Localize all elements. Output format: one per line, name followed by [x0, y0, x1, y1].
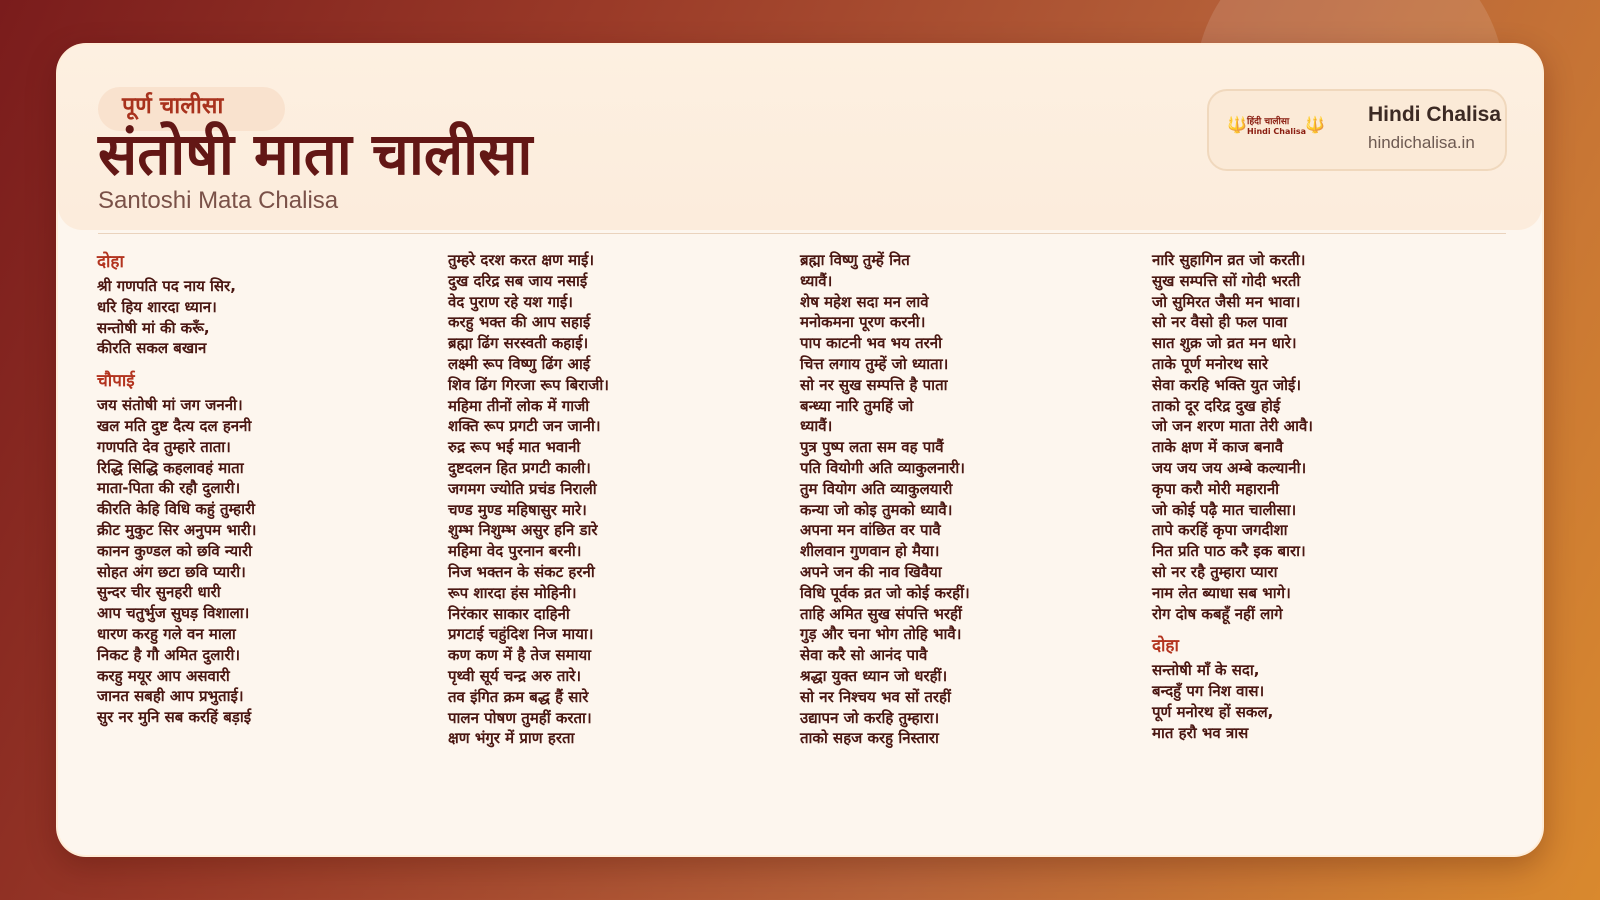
brand-url[interactable]: hindichalisa.in [1368, 133, 1475, 152]
verse-line: श्रद्धा युक्त ध्यान जो धरहीं। [800, 666, 948, 685]
verse-line: कन्या जो कोइ तुमको ध्यावै। [800, 500, 953, 519]
page-subtitle: Santoshi Mata Chalisa [98, 187, 339, 214]
verse-line: वेद पुराण रहे यश गाई। [448, 292, 573, 311]
verse-line: खल मति दुष्ट दैत्य दल हननी [97, 416, 252, 435]
verse-line: जानत सबही आप प्रभुताई। [97, 687, 244, 706]
verse-line: प्रगटाई चहुंदिश निज माया। [448, 625, 594, 644]
verse-line: सो नर रहै तुम्हारा प्यारा [1152, 562, 1278, 581]
verse-line: ताके क्षण में काज बनावै [1152, 438, 1284, 457]
brand-name: Hindi Chalisa [1368, 103, 1502, 126]
brand-logo-text-english: Hindi Chalisa [1247, 127, 1306, 136]
verse-line: शुम्भ निशुम्भ असुर हनि डारे [448, 521, 598, 540]
verse-line: सुर नर मुनि सब करहिं बड़ाई [97, 708, 252, 727]
verse-line: निकट है गौ अमित दुलारी। [97, 645, 241, 664]
verse-line: शक्ति रूप प्रगटी जन जानी। [448, 417, 601, 436]
verse-line: सन्तोषी माँ के सदा, [1152, 661, 1260, 680]
verse-line: महिमा तीनों लोक में गाजी [448, 396, 590, 415]
verse-line: महिमा वेद पुरनान बरनी। [448, 542, 582, 561]
verse-line: सन्तोषी मां की करूँ, [97, 318, 210, 337]
verse-line: उद्यापन जो करहि तुम्हारा। [800, 708, 940, 727]
text-column-3 [800, 250, 1130, 749]
verse-line: मात हरौ भव त्रास [1152, 723, 1249, 742]
verse-line: सेवा करहि भक्ति युत जोई। [1152, 375, 1302, 394]
text-column-4 [1152, 250, 1482, 744]
verse-line: धारण करहु गले वन माला [97, 624, 236, 643]
page-title: संतोषी माता चालीसा [98, 120, 533, 188]
verse-line: अपने जन की नाव खिवैया [800, 562, 942, 581]
verse-line: कृपा करौ मोरी महारानी [1152, 479, 1280, 498]
verse-line: ताके पूर्ण मनोरथ सारे [1152, 354, 1269, 373]
section-heading: दोहा [1152, 636, 1179, 657]
verse-line: क्षण भंगुर में प्राण हरता [448, 729, 575, 748]
verse-line: चण्ड मुण्ड महिषासुर मारे। [448, 500, 587, 519]
verse-line: जय संतोषी मां जग जननी। [97, 396, 243, 415]
verse-line: ताको सहज करहु निस्तारा [800, 729, 939, 748]
verse-line: कानन कुण्डल को छवि न्यारी [97, 541, 252, 560]
verse-line: श्री गणपति पद नाय सिर, [97, 277, 236, 295]
verse-line: बन्ध्या नारि तुमहिं जो [800, 396, 914, 415]
verse-line: ताहि अमित सुख संपत्ति भरहीं [800, 604, 962, 623]
verse-line: सेवा करै सो आनंद पावै [800, 646, 928, 665]
verse-line: रोग दोष कबहूँ नहीं लागे [1152, 604, 1283, 623]
brand-logo-text-hindi: हिंदी चालीसा [1247, 117, 1290, 127]
verse-line: रिद्धि सिद्धि कहलावहं माता [97, 458, 244, 477]
verse-line: सोहत अंग छटा छवि प्यारी। [97, 562, 246, 581]
verse-line: ध्यावैं। [800, 417, 833, 436]
verse-line: आप चतुर्भुज सुघड़ विशाला। [97, 604, 250, 623]
verse-line: कीरति केहि विधि कहुं तुम्हारी [97, 500, 256, 519]
chalisa-card [56, 43, 1544, 857]
verse-line: दुष्टदलन हित प्रगटी काली। [448, 458, 591, 477]
verse-line: दुख दरिद्र सब जाय नसाई [448, 271, 588, 290]
verse-line: पृथ्वी सूर्य चन्द्र अरु तारे। [448, 666, 582, 685]
verse-line: जय जय जय अम्बे कल्यानी। [1152, 458, 1307, 477]
section-heading: दोहा [97, 252, 124, 272]
verse-line: सो नर वैसो ही फल पावा [1152, 313, 1288, 332]
verse-line: पाप काटनी भव भय तरनी [800, 334, 943, 353]
verse-line: शिव ढिंग गिरजा रूप बिराजी। [448, 375, 609, 394]
verse-line: शेष महेश सदा मन लावे [800, 292, 929, 311]
verse-line: तुम वियोग अति व्याकुलयारी [800, 479, 953, 498]
header [58, 45, 1542, 230]
trishul-icon: 🔱 [1227, 115, 1247, 134]
verse-line: करहु मयूर आप असवारी [97, 666, 230, 685]
verse-line: तुम्हरे दरश करत क्षण माई। [448, 251, 595, 269]
verse-line: निज भक्तन के संकट हरनी [448, 562, 595, 581]
verse-line: कण कण में है तेज समाया [448, 646, 592, 665]
verse-line: मनोकमना पूरण करनी। [800, 313, 926, 332]
brand-logo [1225, 109, 1325, 153]
verse-line: सो नर निश्चय भव सों तरहीं [800, 687, 951, 706]
category-tag: पूर्ण चालीसा [98, 87, 285, 131]
verse-line: ब्रह्मा ढिंग सरस्वती कहाई। [448, 334, 589, 353]
verse-line: माता-पिता की रहौ दुलारी। [97, 479, 241, 498]
verse-line: गुड़ और चना भोग तोहि भावै। [800, 625, 962, 644]
verse-line: सुन्दर चीर सुनहरी धारी [97, 583, 221, 602]
verse-line: कीरति सकल बखान [97, 339, 207, 358]
verse-line: चित्त लगाय तुम्हें जो ध्याता। [800, 354, 949, 373]
verse-line: जो कोई पढ़ै मात चालीसा। [1152, 500, 1297, 519]
section-heading: चौपाई [97, 371, 135, 392]
verse-line: क्रीट मुकुट सिर अनुपम भारी। [97, 520, 257, 539]
verse-line: पति वियोगी अति व्याकुलनारी। [800, 458, 965, 477]
verse-line: ताको दूर दरिद्र दुख होई [1152, 396, 1281, 415]
verse-line: सो नर सुख सम्पत्ति है पाता [800, 375, 948, 394]
verse-line: नारि सुहागिन व्रत जो करती। [1152, 251, 1306, 269]
verse-line: जो सुमिरत जैसी मन भावा। [1152, 292, 1301, 311]
verse-line: रूप शारदा हंस मोहिनी। [448, 583, 577, 602]
verse-line: लक्ष्मी रूप विष्णु ढिंग आई [448, 354, 591, 373]
verse-line: पालन पोषण तुमहीं करता। [448, 708, 592, 727]
verse-line: पूर्ण मनोरथ हों सकल, [1152, 702, 1274, 721]
verse-line: जगमग ज्योति प्रचंड निराली [448, 479, 597, 498]
verse-line: करहु भक्त की आप सहाई [448, 313, 591, 332]
verse-line: ध्यावैं। [800, 271, 833, 290]
verse-line: ब्रह्मा विष्णु तुम्हें नित [800, 251, 910, 269]
verse-line: रुद्र रूप भई मात भवानी [448, 438, 581, 457]
verse-line: नित प्रति पाठ करै इक बारा। [1152, 542, 1306, 561]
verse-line: निरंकार साकार दाहिनी [448, 604, 570, 623]
verse-line: बन्दहुँ पग निश वास। [1152, 682, 1265, 701]
trishul-icon: 🔱 [1305, 115, 1325, 134]
brand-badge[interactable] [1207, 89, 1507, 171]
divider [98, 233, 1506, 234]
verse-line: पुत्र पुष्प लता सम वह पावैं [800, 438, 944, 457]
verse-line: अपना मन वांछित वर पावै [800, 521, 941, 540]
verse-line: तापे करहिं कृपा जगदीशा [1152, 521, 1288, 540]
verse-line: शीलवान गुणवान हो मैया। [800, 542, 940, 561]
verse-line: सात शुक्र जो व्रत मन धारे। [1152, 334, 1297, 353]
text-column-1 [97, 250, 427, 728]
verse-line: नाम लेत ब्याधा सब भागे। [1152, 583, 1291, 602]
verse-line: विधि पूर्वक व्रत जो कोई करहीं। [800, 583, 970, 602]
text-column-2 [448, 250, 778, 749]
verse-line: जो जन शरण माता तेरी आवै। [1152, 417, 1313, 436]
verse-line: सुख सम्पत्ति सों गोदी भरती [1152, 271, 1301, 290]
verse-line: तव इंगित क्रम बद्ध हैं सारे [448, 687, 589, 706]
verse-line: गणपति देव तुम्हारे ताता। [97, 437, 231, 456]
verse-line: धरि हिय शारदा ध्यान। [97, 297, 217, 316]
